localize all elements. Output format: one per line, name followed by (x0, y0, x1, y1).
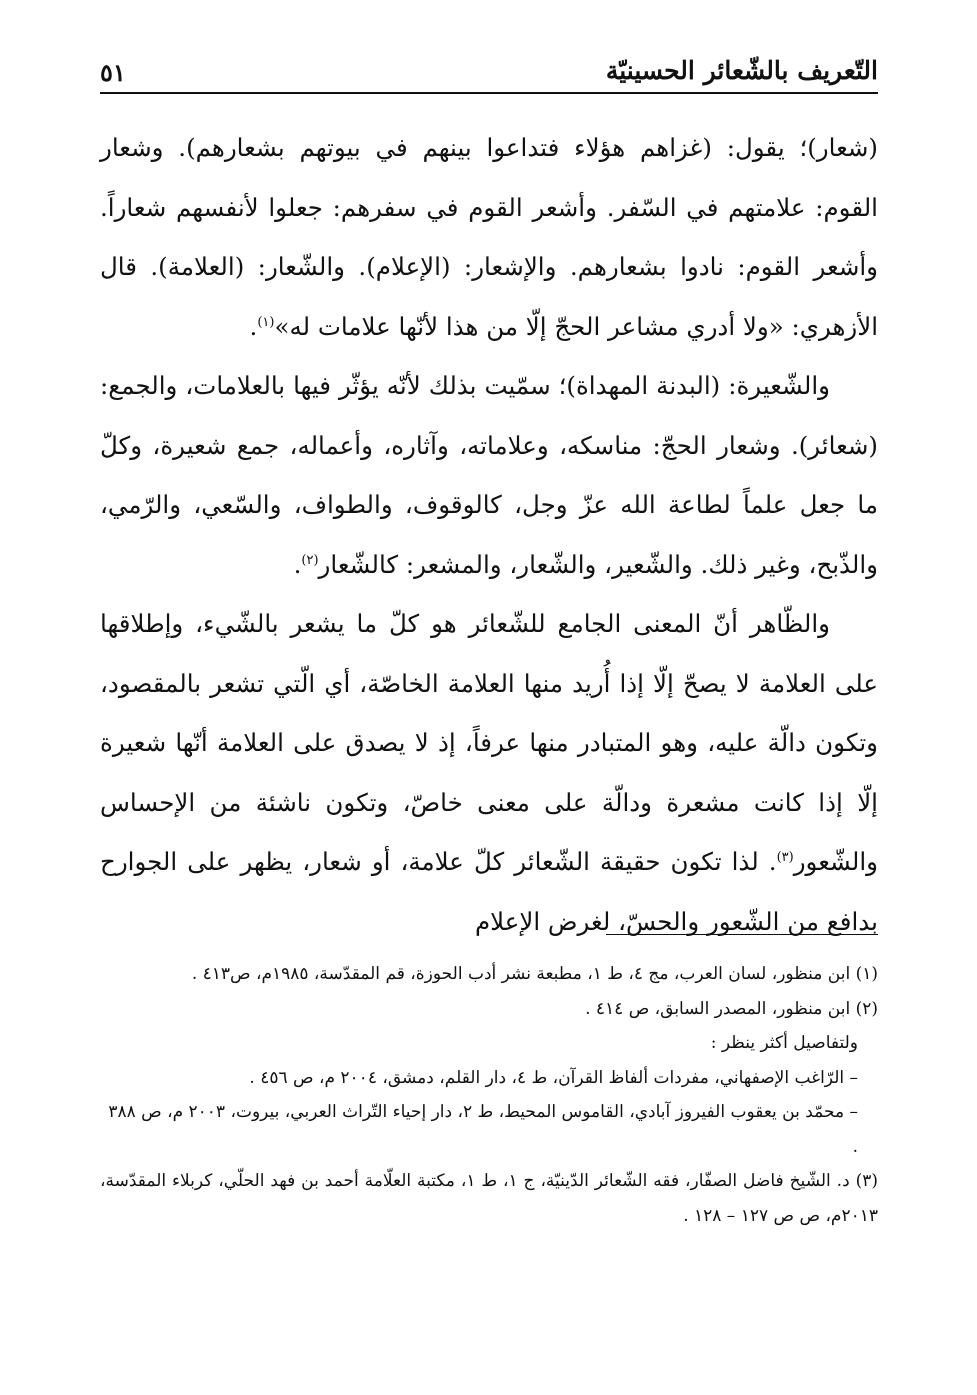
paragraph-3-text: والظّاهر أنّ المعنى الجامع للشّعائر هو كلّ ما يشعر بالشّيء، وإطلاقها على العلامة لا يصحّ إلّا إذا أُريد منها العلامة الخاصّة، أي الّتي تشعر بالمقصود، وتكون دالّة عليه، وهو المتبادر منها عرفاً، إذ لا يصدق على العلامة أنّها شعيرة إلّا إذا كانت مشعرة ودالّة على معنى خاصّ، وتكون ناشئة من الإحساس والشّعور (100, 609, 878, 876)
footnote-ref-2[interactable]: (٢) (301, 552, 319, 568)
paragraph-1 (100, 118, 878, 356)
paragraph-2 (100, 356, 878, 594)
footnote-2: (٢) ابن منظور، المصدر السابق، ص ٤١٤ . (585, 998, 878, 1019)
footnote-ref-1[interactable]: (١) (257, 314, 275, 330)
footnote-1: (١) ابن منظور، لسان العرب، مج ٤، ط ١، مطبعة نشر أدب الحوزة، قم المقدّسة، ١٩٨٥م، ص٤١٣ . (191, 964, 878, 984)
running-header (100, 52, 878, 94)
footnote-ref-3[interactable]: (٣) (776, 849, 794, 865)
main-text (100, 118, 878, 951)
paragraph-2-text: والشّعيرة: (البدنة المهداة)؛ سمّيت بذلك لأنّه يؤثّر فيها بالعلامات، والجمع: (شعائر). وشعار الحجّ: مناسكه، وعلاماته، وآثاره، وأعماله، جمع شعيرة، وكلّ ما جعل علماً لطاعة الله عزّ وجل، كالوقوف، والطواف، والسّعي، والرّمي، والذّبح، وغير ذلك. والشّعير، والشّعار، والمشعر: كالشّعار (100, 371, 878, 579)
paragraph-3-continuation: . لذا تكون حقيقة الشّعائر كلّ علامة، أو شعار، يظهر على الجوارح بدافع من الشّعور والحسّ، لغرض الإعلام (100, 847, 878, 936)
footnotes (100, 957, 878, 1233)
footnote-2-reference-a: – الرّاغب الإصفهاني، مفردات ألفاظ القرآن، ط ٤، دار القلم، دمشق، ٢٠٠٤ م، ص ٤٥٦ . (249, 1067, 858, 1088)
footnote-3: (٣) د. الشّيخ فاضل الصفّار، فقه الشّعائر الدّينيّة، ج ١، ط ١، مكتبة العلّامة أحمد بن فهد الحلّي، كربلاء المقدّسة، ٢٠١٣م، ص ص ١٢٧ – ١٢٨ . (100, 1171, 878, 1226)
footnote-2-reference-b: – محمّد بن يعقوب الفيروز آبادي، القاموس المحيط، ط ٢، دار إحياء التّراث العربي، بيروت، ٢٠٠٣ م، ص ٣٨٨ . (108, 1102, 858, 1157)
paragraph-3 (100, 594, 878, 951)
paragraph-2-end: . (293, 549, 302, 579)
book-page (100, 0, 878, 1395)
running-title: التّعريف بالشّعائر الحسينيّة (605, 56, 878, 85)
paragraph-1-end: . (249, 311, 258, 341)
footnote-2-intro: ولتفاصيل أكثر ينظر : (710, 1033, 858, 1053)
page-number: ٥١ (100, 58, 126, 87)
paragraph-1-text: (شعار)؛ يقول: (غزاهم هؤلاء فتداعوا بينهم في بيوتهم بشعارهم). وشعار القوم: علامتهم في السّفر. وأشعر القوم في سفرهم: جعلوا لأنفسهم شعاراً. وأشعر القوم: نادوا بشعارهم. والإشعار: (الإعلام). والشّعار: (العلامة). قال الأزهري: «ولا أدري مشاعر الحجّ إلّا من هذا لأنّها علامات له» (100, 133, 878, 341)
footnote-divider (606, 934, 878, 935)
